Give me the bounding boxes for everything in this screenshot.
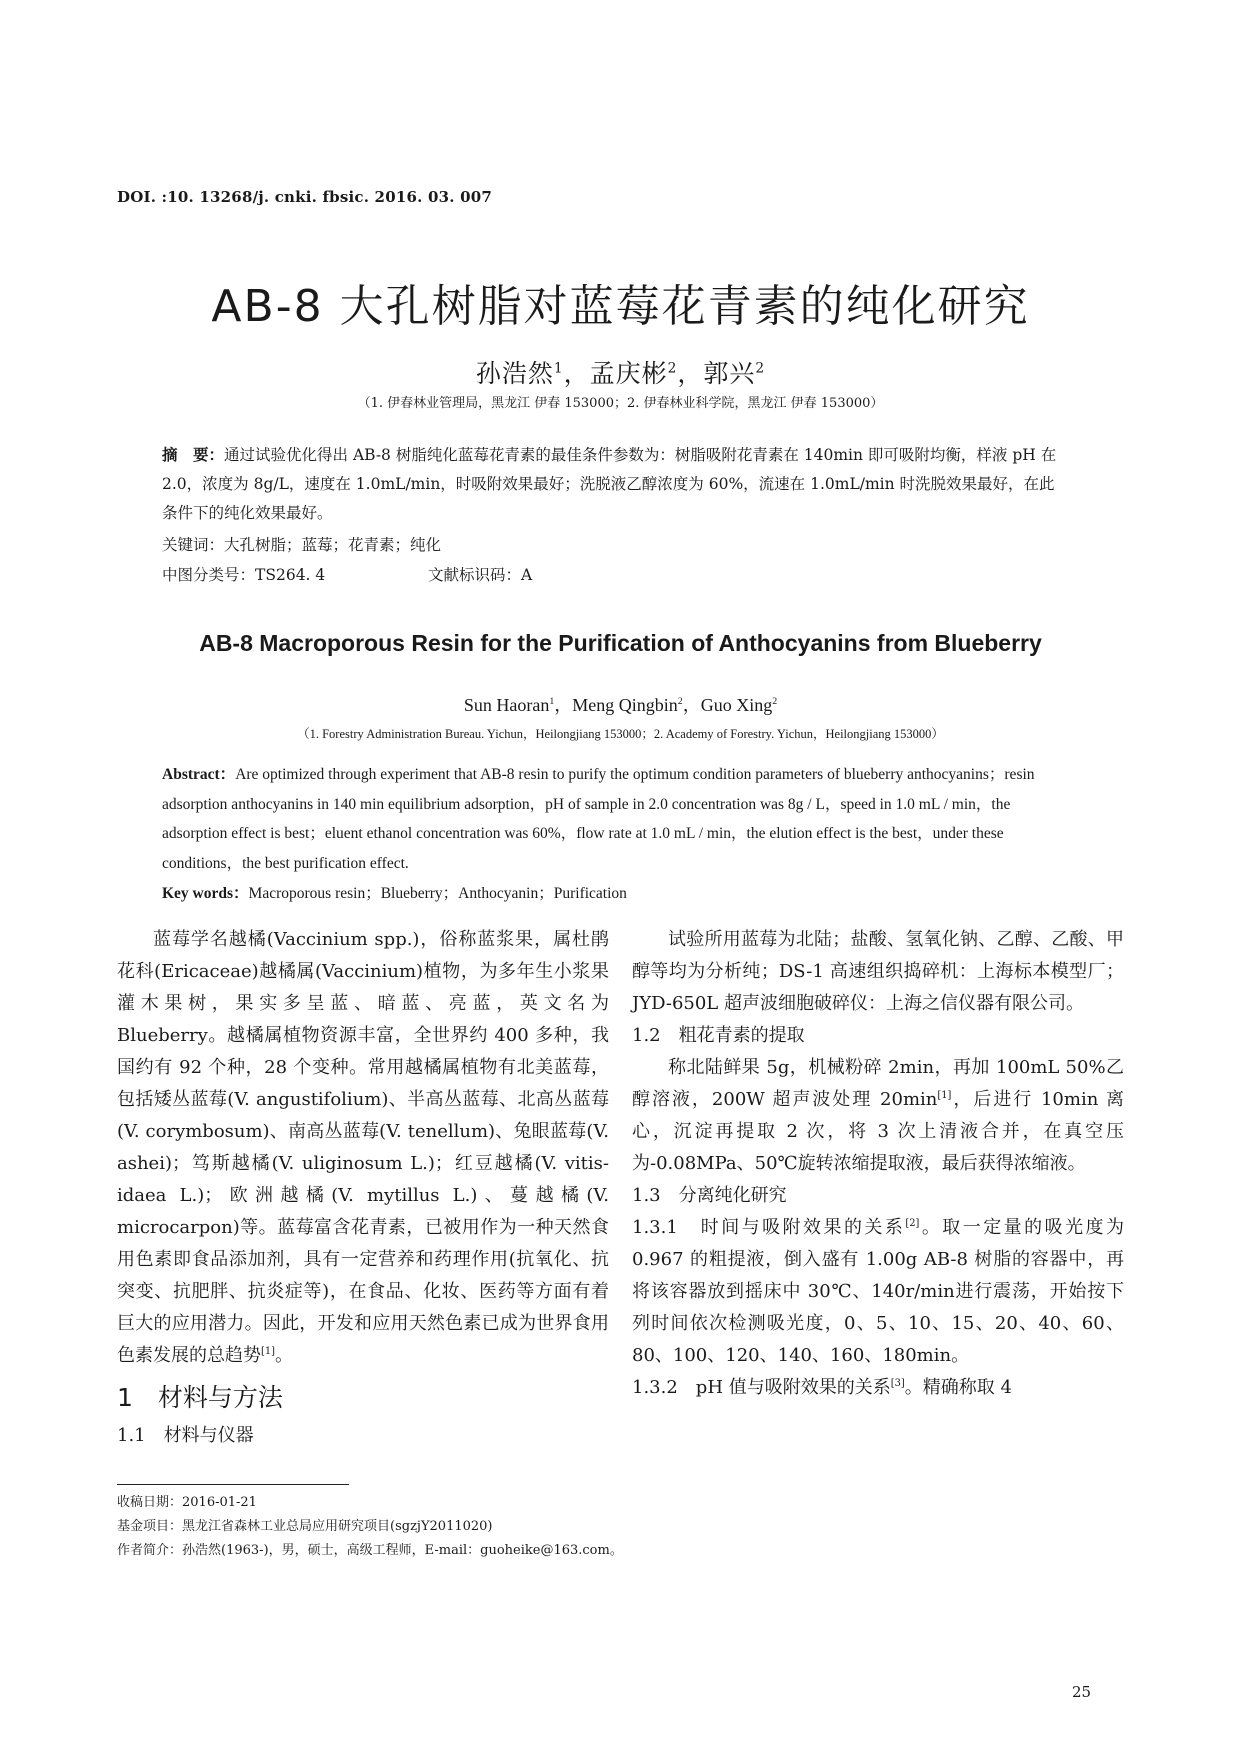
materials-paragraph: 试验所用蓝莓为北陆；盐酸、氢氧化钠、乙醇、乙酸、甲醇等均为分析纯；DS-1 高速组织捣碎机：上海标本模型厂；JYD-650L 超声波细胞破碎仪：上海之信仪器有限公司。 <box>632 929 1124 1014</box>
fund-project: 基金项目：黑龙江省森林工业总局应用研究项目(sgzjY2011020) <box>117 1519 493 1534</box>
author-name: Sun Haoran <box>463 695 550 715</box>
abstract-label: Abstract： <box>162 766 236 783</box>
author-name: 郭兴 <box>703 359 756 388</box>
intro-end: 。 <box>275 1345 293 1366</box>
body-column-right <box>632 924 1124 1404</box>
doi-line: DOI. :10. 13268/j. cnki. fbsic. 2016. 03. 007 <box>117 188 492 206</box>
affiliation-chinese: （1. 伊春林业管理局，黑龙江 伊春 153000；2. 伊春林业科学院，黑龙江 伊春 153000） <box>357 396 884 411</box>
subsection-heading-1-1: 1.1 材料与仪器 <box>117 1425 254 1446</box>
ph-adsorption-text: 。精确称取 4 <box>904 1377 1012 1398</box>
author-separator: ， <box>682 695 701 715</box>
subsection-heading-1-3: 1.3 分离纯化研究 <box>632 1185 787 1206</box>
keywords-chinese <box>162 531 1067 560</box>
author-affiliation-mark: 2 <box>772 696 778 707</box>
abstract-chinese <box>162 440 1067 528</box>
keywords-text: Macroporous resin；Blueberry；Anthocyanin；Purification <box>248 885 627 902</box>
citation-mark: [3] <box>890 1378 905 1389</box>
footnotes <box>117 1491 623 1563</box>
time-adsorption-paragraph <box>632 1212 1124 1372</box>
extraction-paragraph <box>632 1052 1124 1180</box>
author-affiliation-mark: 2 <box>755 360 766 377</box>
author-separator: ， <box>563 359 590 388</box>
author-affiliation-mark: 1 <box>553 360 564 377</box>
keywords-label: Key words： <box>162 885 249 902</box>
author-affiliation-mark: 2 <box>677 696 683 707</box>
subsection-heading-1-2: 1.2 粗花青素的提取 <box>632 1025 805 1046</box>
section-heading-1: 1 材料与方法 <box>117 1383 283 1412</box>
author-name: Guo Xing <box>700 695 773 715</box>
document-code-value: A <box>521 566 533 584</box>
classification-label: 中图分类号： <box>162 566 256 584</box>
keywords-english <box>162 879 1067 908</box>
abstract-english <box>162 760 1067 878</box>
subsubsection-heading-1-3-2: 1.3.2 pH 值与吸附效果的关系 <box>632 1377 891 1398</box>
footnote-divider <box>117 1484 349 1485</box>
classification-value: TS264. 4 <box>255 566 326 584</box>
received-date: 收稿日期：2016-01-21 <box>117 1495 257 1510</box>
document-code-label: 文献标识码： <box>428 566 522 584</box>
ph-adsorption-paragraph <box>632 1372 1124 1404</box>
affiliation-english: （1. Forestry Administration Bureau. Yichun，Heilongjiang 153000；2. Academy of Forestry. Yichun，Heilongjiang 153000） <box>297 727 944 741</box>
abstract-label: 摘 要： <box>162 445 225 464</box>
author-name: 孟庆彬 <box>589 359 668 388</box>
extraction-text: 称北陆鲜果 5g，机械粉碎 2min，再加 100mL 50%乙醇溶液，200W 超声波处理 20min <box>632 1057 1124 1110</box>
authors-english <box>0 691 1241 717</box>
title-english: AB-8 Macroporous Resin for the Purification of Anthocyanins from Blueberry <box>199 630 1042 656</box>
intro-text: 蓝莓学名越橘(Vaccinium spp.)，俗称蓝浆果，属杜鹃花科(Ericaceae)越橘属(Vaccinium)植物，为多年生小浆果灌木果树，果实多呈蓝、暗蓝、亮蓝，英文名为 Blueberry。越橘属植物资源丰富，全世界约 400 多种，我国约有 92 个种，28 个变种。常用越橘属植物有北美蓝莓，包括矮丛蓝莓(V. angustifolium)、半高丛蓝莓、北高丛蓝莓(V. corymbosum)、南高丛蓝莓(V. tenellum)、兔眼蓝莓(V. ashei)；笃斯越橘(V. uliginosum L.)；红豆越橘(V. vitis-idaea L.)；欧洲越橘(V. mytillus L.)、蔓越橘(V. microcarpon)等。蓝莓富含花青素，已被用作为一种天然食用色素即食品添加剂，具有一定营养和药理作用(抗氧化、抗突变、抗肥胖、抗炎症等)，在食品、化妆、医药等方面有着巨大的应用潜力。因此，开发和应用天然色素已成为世界食用色素发展的总趋势 <box>117 929 609 1366</box>
abstract-text: Are optimized through experiment that AB-8 resin to purify the optimum condition parameters of blueberry anthocyanins；resin adsorption anthocyanins in 140 min equilibrium adsorption，pH of sample in 2.0 concentration was 8g / L，speed in 1.0 mL / min，the adsorption effect is best；eluent ethanol concentration was 60%，flow rate at 1.0 mL / min，the elution effect is the best，under these conditions，the best purification effect. <box>162 766 1035 872</box>
document-code <box>428 561 532 590</box>
author-separator: ， <box>554 695 573 715</box>
classification-line <box>162 561 1067 590</box>
author-separator: ， <box>677 359 704 388</box>
subsubsection-heading-1-3-1: 1.3.1 时间与吸附效果的关系 <box>632 1217 906 1238</box>
author-bio: 作者简介：孙浩然(1963-)，男，硕士，高级工程师，E-mail：guoheike@163.com。 <box>117 1543 623 1558</box>
title-chinese: AB-8 大孔树脂对蓝莓花青素的纯化研究 <box>211 281 1030 332</box>
author-affiliation-mark: 1 <box>549 696 555 707</box>
citation-mark: [1] <box>937 1090 952 1101</box>
author-name: Meng Qingbin <box>572 695 678 715</box>
authors-chinese <box>0 354 1241 390</box>
author-affiliation-mark: 2 <box>667 360 678 377</box>
body-column-left <box>117 924 609 1452</box>
citation-mark: [1] <box>261 1346 275 1357</box>
extraction-text-cont: ，后进行 10min 离心，沉淀再提取 2 次，将 3 次上清液合并，在真空压为-0.08MPa、50℃旋转浓缩提取液，最后获得浓缩液。 <box>632 1089 1125 1174</box>
time-adsorption-text: 。取一定量的吸光度为 0.967 的粗提液，倒入盛有 1.00g AB-8 树脂的容器中，再将该容器放到摇床中 30℃、140r/min进行震荡，开始按下列时间依次检测吸光度，0、5、10、15、20、40、60、80、100、120、140、160、180min。 <box>632 1217 1124 1366</box>
abstract-text: 通过试验优化得出 AB-8 树脂纯化蓝莓花青素的最佳条件参数为：树脂吸附花青素在 140min 即可吸附均衡，样液 pH 在 2.0，浓度为 8g/L，速度在 1.0mL/min，时吸附效果最好；洗脱液乙醇浓度为 60%，流速在 1.0mL/min 时洗脱效果最好，在此条件下的纯化效果最好。 <box>162 446 1057 522</box>
keywords-label: 关键词： <box>162 536 225 554</box>
author-name: 孙浩然 <box>475 359 554 388</box>
intro-paragraph <box>117 924 609 1372</box>
keywords-text: 大孔树脂；蓝莓；花青素；纯化 <box>224 536 442 554</box>
citation-mark: [2] <box>905 1218 920 1229</box>
page-number: 25 <box>1072 1683 1092 1701</box>
